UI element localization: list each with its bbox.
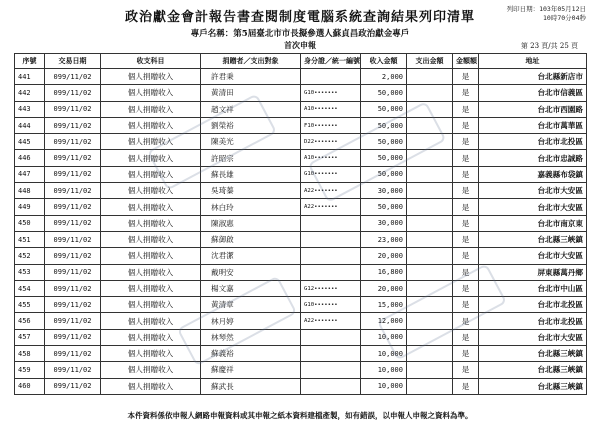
expense-amount (407, 85, 453, 101)
donor-address: 台北市中山區 (479, 280, 587, 296)
expense-amount (407, 166, 453, 182)
table-row (15, 69, 587, 85)
amount-flag: 是 (453, 264, 479, 280)
page-title: 政治獻金會計報告書查閱制度電腦系統查詢結果列印清單 (124, 10, 475, 25)
donor-name: 黃清章 (201, 297, 301, 313)
column-header: 收入金額 (361, 54, 407, 69)
amount-flag: 是 (453, 297, 479, 313)
transaction-date: 099/11/02 (45, 362, 101, 378)
donor-id: D22••••••• (301, 134, 361, 150)
transaction-date: 099/11/02 (45, 248, 101, 264)
donor-id (301, 378, 361, 394)
expense-amount (407, 231, 453, 247)
donor-id: A22••••••• (301, 183, 361, 199)
account-name: 專戶名稱：第5屆臺北市市長擬參選人蘇貞昌政治獻金專戶 (190, 29, 410, 39)
column-header: 收支科目 (101, 54, 201, 69)
table-row (15, 183, 587, 199)
income-category: 個人捐贈收入 (101, 280, 201, 296)
table-row (15, 329, 587, 345)
expense-amount (407, 215, 453, 231)
amount-flag: 是 (453, 150, 479, 166)
donor-name: 蘇義裕 (201, 346, 301, 362)
amount-flag: 是 (453, 85, 479, 101)
donor-name: 林月婷 (201, 313, 301, 329)
row-number: 446 (15, 150, 45, 166)
transaction-date: 099/11/02 (45, 280, 101, 296)
table-row (15, 215, 587, 231)
donor-id (301, 231, 361, 247)
expense-amount (407, 280, 453, 296)
row-number: 443 (15, 101, 45, 117)
income-amount: 20,000 (361, 280, 407, 296)
row-number: 449 (15, 199, 45, 215)
donor-id: G10••••••• (301, 85, 361, 101)
expense-amount (407, 329, 453, 345)
table-row (15, 117, 587, 133)
income-category: 個人捐贈收入 (101, 134, 201, 150)
donor-address: 嘉義縣布袋鎮 (479, 166, 587, 182)
donor-name: 蘇長雄 (201, 166, 301, 182)
donor-address: 台北縣三峽鎮 (479, 346, 587, 362)
donor-address: 台北市西園路 (479, 101, 587, 117)
page-indicator: 第 23 頁/共 25 頁 (520, 42, 578, 50)
income-category: 個人捐贈收入 (101, 378, 201, 394)
income-amount: 50,000 (361, 117, 407, 133)
income-category: 個人捐贈收入 (101, 85, 201, 101)
donor-id (301, 264, 361, 280)
table-row (15, 378, 587, 394)
table-row (15, 346, 587, 362)
expense-amount (407, 101, 453, 117)
income-amount: 50,000 (361, 85, 407, 101)
report-type: 首次申報 (284, 40, 316, 50)
expense-amount (407, 264, 453, 280)
transaction-date: 099/11/02 (45, 215, 101, 231)
donor-name: 楊文嘉 (201, 280, 301, 296)
income-amount: 23,000 (361, 231, 407, 247)
row-number: 457 (15, 329, 45, 345)
income-category: 個人捐贈收入 (101, 215, 201, 231)
row-number: 459 (15, 362, 45, 378)
column-header: 身分證／統一編號 (301, 54, 361, 69)
income-amount: 30,000 (361, 183, 407, 199)
row-number: 444 (15, 117, 45, 133)
amount-flag: 是 (453, 248, 479, 264)
income-category: 個人捐贈收入 (101, 248, 201, 264)
donor-id: A10••••••• (301, 101, 361, 117)
column-header: 捐贈者／支出對象 (201, 54, 301, 69)
row-number: 460 (15, 378, 45, 394)
amount-flag: 是 (453, 215, 479, 231)
donor-name: 陳淑惠 (201, 215, 301, 231)
table-row (15, 85, 587, 101)
income-amount: 20,000 (361, 248, 407, 264)
donor-id: G10••••••• (301, 297, 361, 313)
donor-address: 台北市大安區 (479, 183, 587, 199)
donor-address: 台北市大安區 (479, 329, 587, 345)
row-number: 450 (15, 215, 45, 231)
transaction-date: 099/11/02 (45, 264, 101, 280)
print-time: 10時70分04秒 (543, 14, 586, 22)
expense-amount (407, 134, 453, 150)
footer-note: 本件資料係依申報人網路申報資料或其申報之紙本資料建檔產製，如有錯誤，以申報人申報之資料為準。 (127, 411, 473, 420)
donor-address: 台北市信義區 (479, 85, 587, 101)
amount-flag: 是 (453, 280, 479, 296)
row-number: 452 (15, 248, 45, 264)
transaction-date: 099/11/02 (45, 346, 101, 362)
transaction-date: 099/11/02 (45, 199, 101, 215)
donor-address: 台北市大安區 (479, 248, 587, 264)
income-amount: 10,000 (361, 346, 407, 362)
row-number: 456 (15, 313, 45, 329)
donor-id: A22••••••• (301, 313, 361, 329)
expense-amount (407, 69, 453, 85)
table-row (15, 248, 587, 264)
row-number: 448 (15, 183, 45, 199)
income-amount: 50,000 (361, 150, 407, 166)
transaction-date: 099/11/02 (45, 183, 101, 199)
amount-flag: 是 (453, 231, 479, 247)
expense-amount (407, 346, 453, 362)
donor-name: 蘇慶祥 (201, 362, 301, 378)
donor-id: A10••••••• (301, 150, 361, 166)
donor-address: 屏東縣萬丹鄉 (479, 264, 587, 280)
donor-name: 趙文祥 (201, 101, 301, 117)
income-amount: 10,000 (361, 329, 407, 345)
amount-flag: 是 (453, 183, 479, 199)
income-category: 個人捐贈收入 (101, 199, 201, 215)
transaction-date: 099/11/02 (45, 134, 101, 150)
income-category: 個人捐贈收入 (101, 346, 201, 362)
donor-name: 林琴然 (201, 329, 301, 345)
amount-flag: 是 (453, 329, 479, 345)
transaction-date: 099/11/02 (45, 101, 101, 117)
expense-amount (407, 199, 453, 215)
expense-amount (407, 313, 453, 329)
row-number: 442 (15, 85, 45, 101)
donor-address: 台北縣三峽鎮 (479, 231, 587, 247)
donation-table (14, 53, 587, 395)
table-header-row (15, 54, 587, 69)
donor-address: 台北市北投區 (479, 297, 587, 313)
table-row (15, 297, 587, 313)
income-category: 個人捐贈收入 (101, 313, 201, 329)
donor-name: 沈君潔 (201, 248, 301, 264)
amount-flag: 是 (453, 166, 479, 182)
amount-flag: 是 (453, 134, 479, 150)
donor-address: 台北市忠誠路 (479, 150, 587, 166)
amount-flag: 是 (453, 378, 479, 394)
donor-name: 林白玲 (201, 199, 301, 215)
table-row (15, 362, 587, 378)
donor-id (301, 69, 361, 85)
table-row (15, 264, 587, 280)
amount-flag: 是 (453, 346, 479, 362)
transaction-date: 099/11/02 (45, 297, 101, 313)
column-header: 交易日期 (45, 54, 101, 69)
row-number: 445 (15, 134, 45, 150)
income-amount: 12,000 (361, 313, 407, 329)
row-number: 455 (15, 297, 45, 313)
income-category: 個人捐贈收入 (101, 101, 201, 117)
donor-id: G12••••••• (301, 280, 361, 296)
income-amount: 15,000 (361, 297, 407, 313)
donor-id (301, 248, 361, 264)
donor-address: 台北縣三峽鎮 (479, 378, 587, 394)
table-row (15, 134, 587, 150)
income-category: 個人捐贈收入 (101, 264, 201, 280)
expense-amount (407, 362, 453, 378)
table-row (15, 313, 587, 329)
donor-id: F10••••••• (301, 117, 361, 133)
income-amount: 2,000 (361, 69, 407, 85)
income-category: 個人捐贈收入 (101, 166, 201, 182)
donor-address: 台北市北投區 (479, 313, 587, 329)
expense-amount (407, 248, 453, 264)
donor-name: 蘇武長 (201, 378, 301, 394)
transaction-date: 099/11/02 (45, 150, 101, 166)
income-amount: 50,000 (361, 199, 407, 215)
column-header: 金額額 (453, 54, 479, 69)
table-row (15, 150, 587, 166)
row-number: 453 (15, 264, 45, 280)
income-amount: 50,000 (361, 101, 407, 117)
transaction-date: 099/11/02 (45, 313, 101, 329)
column-header: 序號 (15, 54, 45, 69)
donor-id (301, 362, 361, 378)
transaction-date: 099/11/02 (45, 378, 101, 394)
income-category: 個人捐贈收入 (101, 329, 201, 345)
income-category: 個人捐贈收入 (101, 183, 201, 199)
income-category: 個人捐贈收入 (101, 117, 201, 133)
amount-flag: 是 (453, 101, 479, 117)
expense-amount (407, 297, 453, 313)
donor-address: 台北市北投區 (479, 134, 587, 150)
income-amount: 10,000 (361, 378, 407, 394)
amount-flag: 是 (453, 199, 479, 215)
column-header: 地址 (479, 54, 587, 69)
table-row (15, 280, 587, 296)
table-row (15, 101, 587, 117)
donor-id: A22••••••• (301, 199, 361, 215)
income-category: 個人捐贈收入 (101, 297, 201, 313)
income-amount: 10,000 (361, 362, 407, 378)
income-amount: 50,000 (361, 134, 407, 150)
income-amount: 30,000 (361, 215, 407, 231)
donor-name: 戴明安 (201, 264, 301, 280)
amount-flag: 是 (453, 117, 479, 133)
donor-name: 許君秉 (201, 69, 301, 85)
donor-id (301, 329, 361, 345)
income-category: 個人捐贈收入 (101, 150, 201, 166)
donor-id: G10••••••• (301, 166, 361, 182)
donor-address: 台北市萬華區 (479, 117, 587, 133)
donor-id (301, 215, 361, 231)
donor-name: 黃清田 (201, 85, 301, 101)
donor-address: 台北市大安區 (479, 199, 587, 215)
transaction-date: 099/11/02 (45, 329, 101, 345)
transaction-date: 099/11/02 (45, 69, 101, 85)
table-row (15, 199, 587, 215)
donor-name: 吳琦蓁 (201, 183, 301, 199)
transaction-date: 099/11/02 (45, 166, 101, 182)
expense-amount (407, 150, 453, 166)
income-category: 個人捐贈收入 (101, 362, 201, 378)
table-row (15, 166, 587, 182)
transaction-date: 099/11/02 (45, 231, 101, 247)
transaction-date: 099/11/02 (45, 85, 101, 101)
expense-amount (407, 183, 453, 199)
expense-amount (407, 378, 453, 394)
row-number: 451 (15, 231, 45, 247)
donor-address: 台北市南京東 (479, 215, 587, 231)
donor-name: 許昭宗 (201, 150, 301, 166)
row-number: 454 (15, 280, 45, 296)
table-row (15, 231, 587, 247)
row-number: 458 (15, 346, 45, 362)
donor-name: 陳美光 (201, 134, 301, 150)
donor-name: 蘇御啟 (201, 231, 301, 247)
income-amount: 16,800 (361, 264, 407, 280)
transaction-date: 099/11/02 (45, 117, 101, 133)
income-amount: 50,000 (361, 166, 407, 182)
income-category: 個人捐贈收入 (101, 69, 201, 85)
donor-address: 台北縣三峽鎮 (479, 362, 587, 378)
amount-flag: 是 (453, 69, 479, 85)
donor-name: 劉榮裕 (201, 117, 301, 133)
amount-flag: 是 (453, 313, 479, 329)
income-category: 個人捐贈收入 (101, 231, 201, 247)
amount-flag: 是 (453, 362, 479, 378)
donor-address: 台北縣新店市 (479, 69, 587, 85)
row-number: 441 (15, 69, 45, 85)
column-header: 支出金額 (407, 54, 453, 69)
donor-id (301, 346, 361, 362)
print-date: 列印日期：103年05月12日 (506, 5, 586, 13)
expense-amount (407, 117, 453, 133)
row-number: 447 (15, 166, 45, 182)
